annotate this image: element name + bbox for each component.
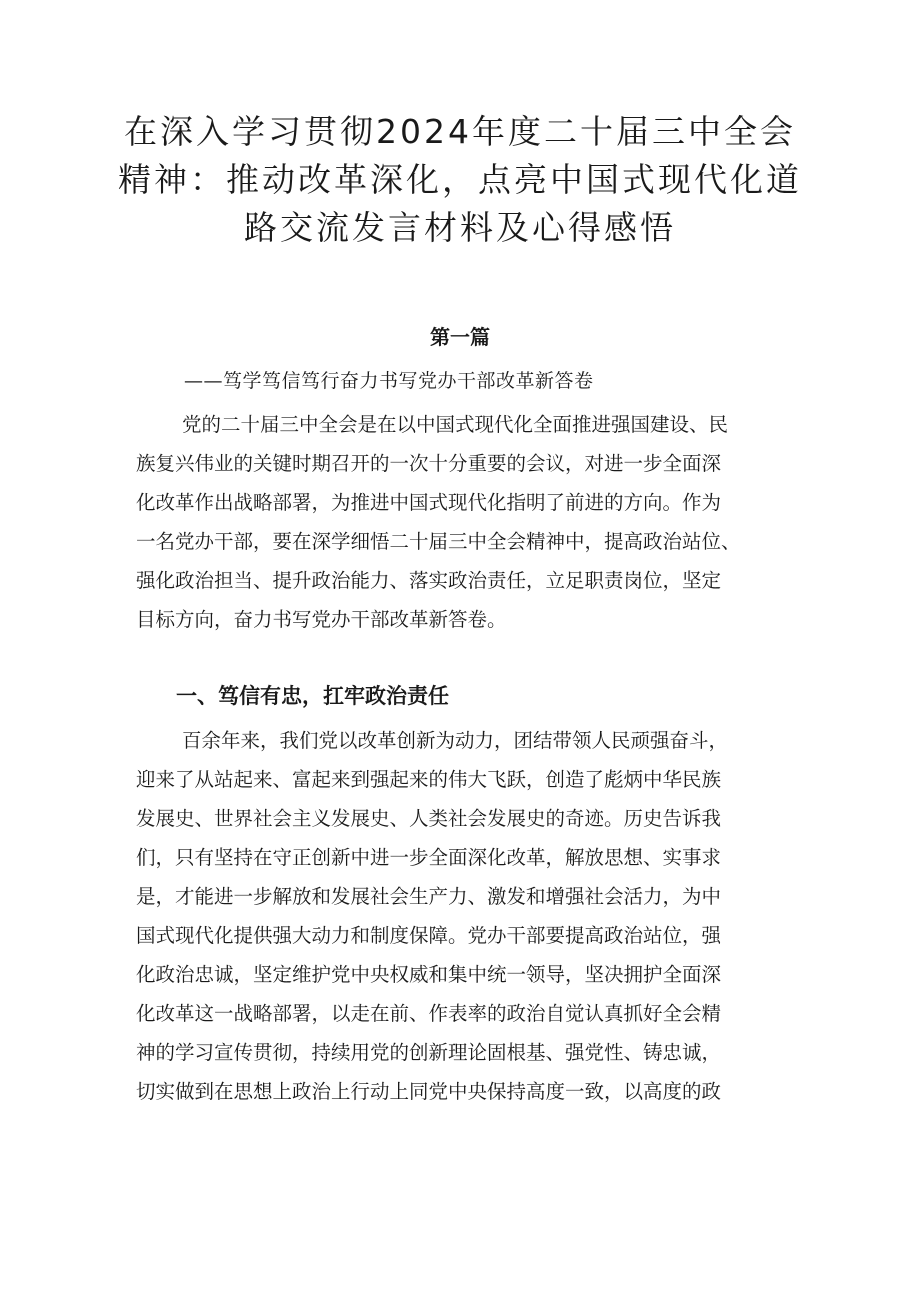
title-line: 路交流发言材料及心得感悟 <box>244 208 676 247</box>
paragraph-line: 族复兴伟业的关键时期召开的一次十分重要的会议，对进一步全面深 <box>136 452 722 475</box>
paragraph-line: 化政治忠诚，坚定维护党中央权威和集中统一领导，坚决拥护全面深 <box>136 963 722 986</box>
paragraph-line: 迎来了从站起来、富起来到强起来的伟大飞跃，创造了彪炳中华民族 <box>136 768 722 791</box>
paragraph-line: 一名党办干部，要在深学细悟二十届三中全会精神中，提高政治站位、 <box>136 530 741 553</box>
paragraph-line: 国式现代化提供强大动力和制度保障。党办干部要提高政治站位，强 <box>136 924 722 947</box>
paragraph-line: 是，才能进一步解放和发展社会生产力、激发和增强社会活力，为中 <box>136 885 722 908</box>
title-line: 在深入学习贯彻2024年度二十届三中全会 <box>124 112 796 151</box>
paragraph-line: 强化政治担当、提升政治能力、落实政治责任，立足职责岗位，坚定 <box>136 569 722 592</box>
paragraph-line: 切实做到在思想上政治上行动上同党中央保持高度一致，以高度的政 <box>136 1080 722 1103</box>
paragraph-line: 发展史、世界社会主义发展史、人类社会发展史的奇迹。历史告诉我 <box>136 807 722 830</box>
paragraph-line: 百余年来，我们党以改革创新为动力，团结带领人民顽强奋斗， <box>182 729 729 752</box>
subtitle: ——笃学笃信笃行奋力书写党办干部改革新答卷 <box>184 370 594 392</box>
paragraph-line: 党的二十届三中全会是在以中国式现代化全面推进强国建设、民 <box>182 413 729 436</box>
document-title <box>0 108 920 252</box>
paragraph-line: 目标方向，奋力书写党办干部改革新答卷。 <box>136 608 507 631</box>
title-line: 精神：推动改革深化，点亮中国式现代化道 <box>118 160 802 199</box>
paragraph-line: 神的学习宣传贯彻，持续用党的创新理论固根基、强党性、铸忠诚， <box>136 1041 722 1064</box>
section-label: 第一篇 <box>430 325 490 349</box>
paragraph-line: 化改革作出战略部署，为推进中国式现代化指明了前进的方向。作为 <box>136 491 722 514</box>
paragraph-2 <box>136 721 728 1111</box>
paragraph-1 <box>136 405 741 639</box>
paragraph-line: 们，只有坚持在守正创新中进一步全面深化改革，解放思想、实事求 <box>136 846 722 869</box>
section-heading: 一、笃信有忠，扛牢政治责任 <box>176 684 449 708</box>
paragraph-line: 化改革这一战略部署，以走在前、作表率的政治自觉认真抓好全会精 <box>136 1002 722 1025</box>
